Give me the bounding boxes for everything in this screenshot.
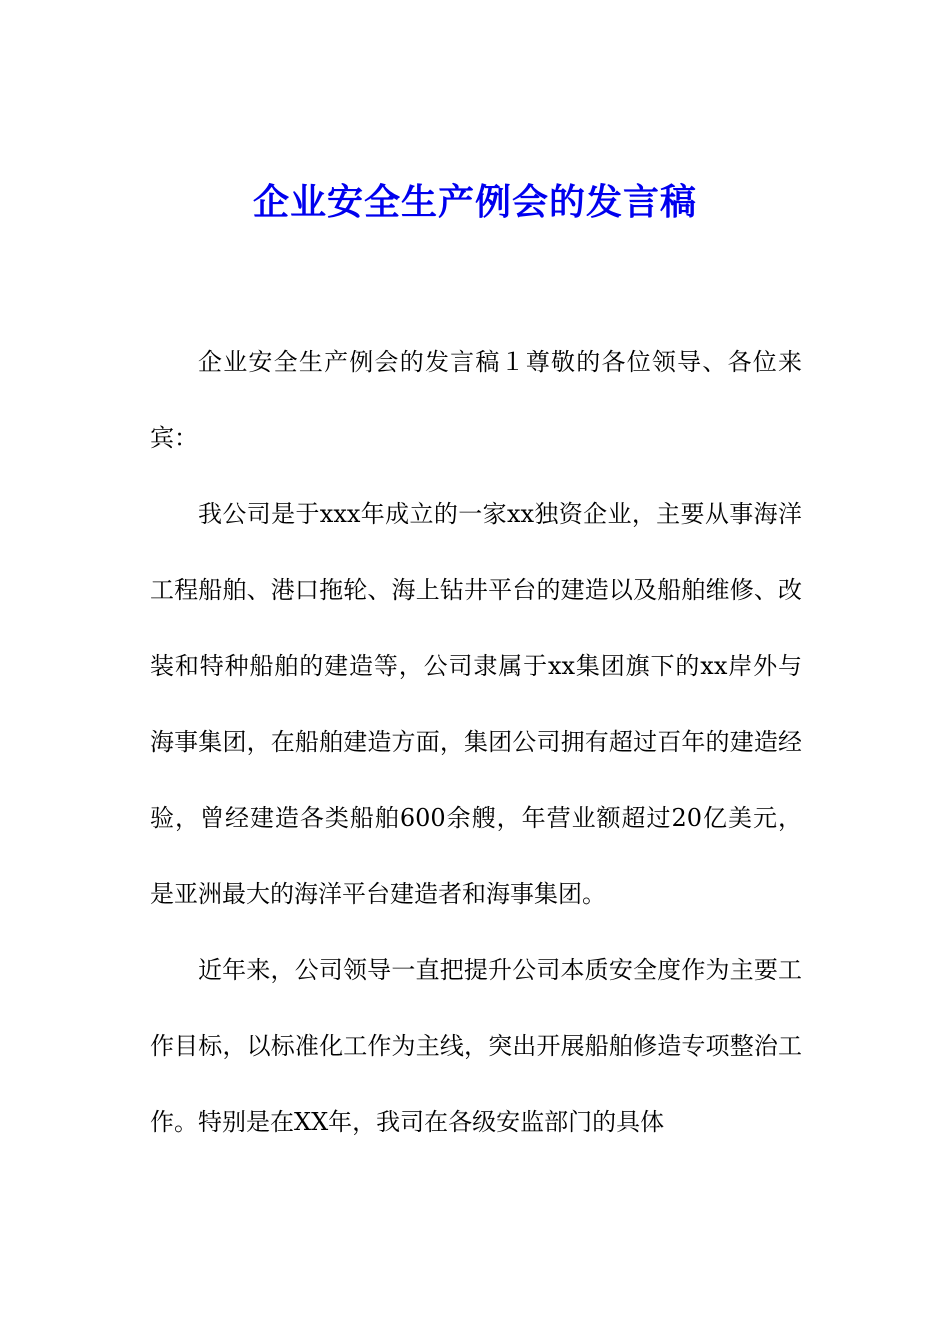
paragraph-greeting: 企业安全生产例会的发言稿１尊敬的各位领导、各位来宾： [150, 348, 802, 452]
paragraph-company-intro: 我公司是于xxx年成立的一家xx独资企业，主要从事海洋工程船舶、港口拖轮、海上钻井平台的建造以及船舶维修、改装和特种船舶的建造等，公司隶属于xx集团旗下的xx岸外与海事集团，在船舶建造方面，集团公司拥有超过百年的建造经验，曾经建造各类船舶600余艘，年营业额超过20亿美元，是亚洲最大的海洋平台建造者和海事集团。 [150, 500, 802, 908]
document-body [150, 324, 802, 1160]
paragraph-safety-work: 近年来，公司领导一直把提升公司本质安全度作为主要工作目标，以标准化工作为主线，突出开展船舶修造专项整治工作。特别是在XX年，我司在各级安监部门的具体 [150, 956, 802, 1136]
document-title: 企业安全生产例会的发言稿 [252, 181, 697, 223]
